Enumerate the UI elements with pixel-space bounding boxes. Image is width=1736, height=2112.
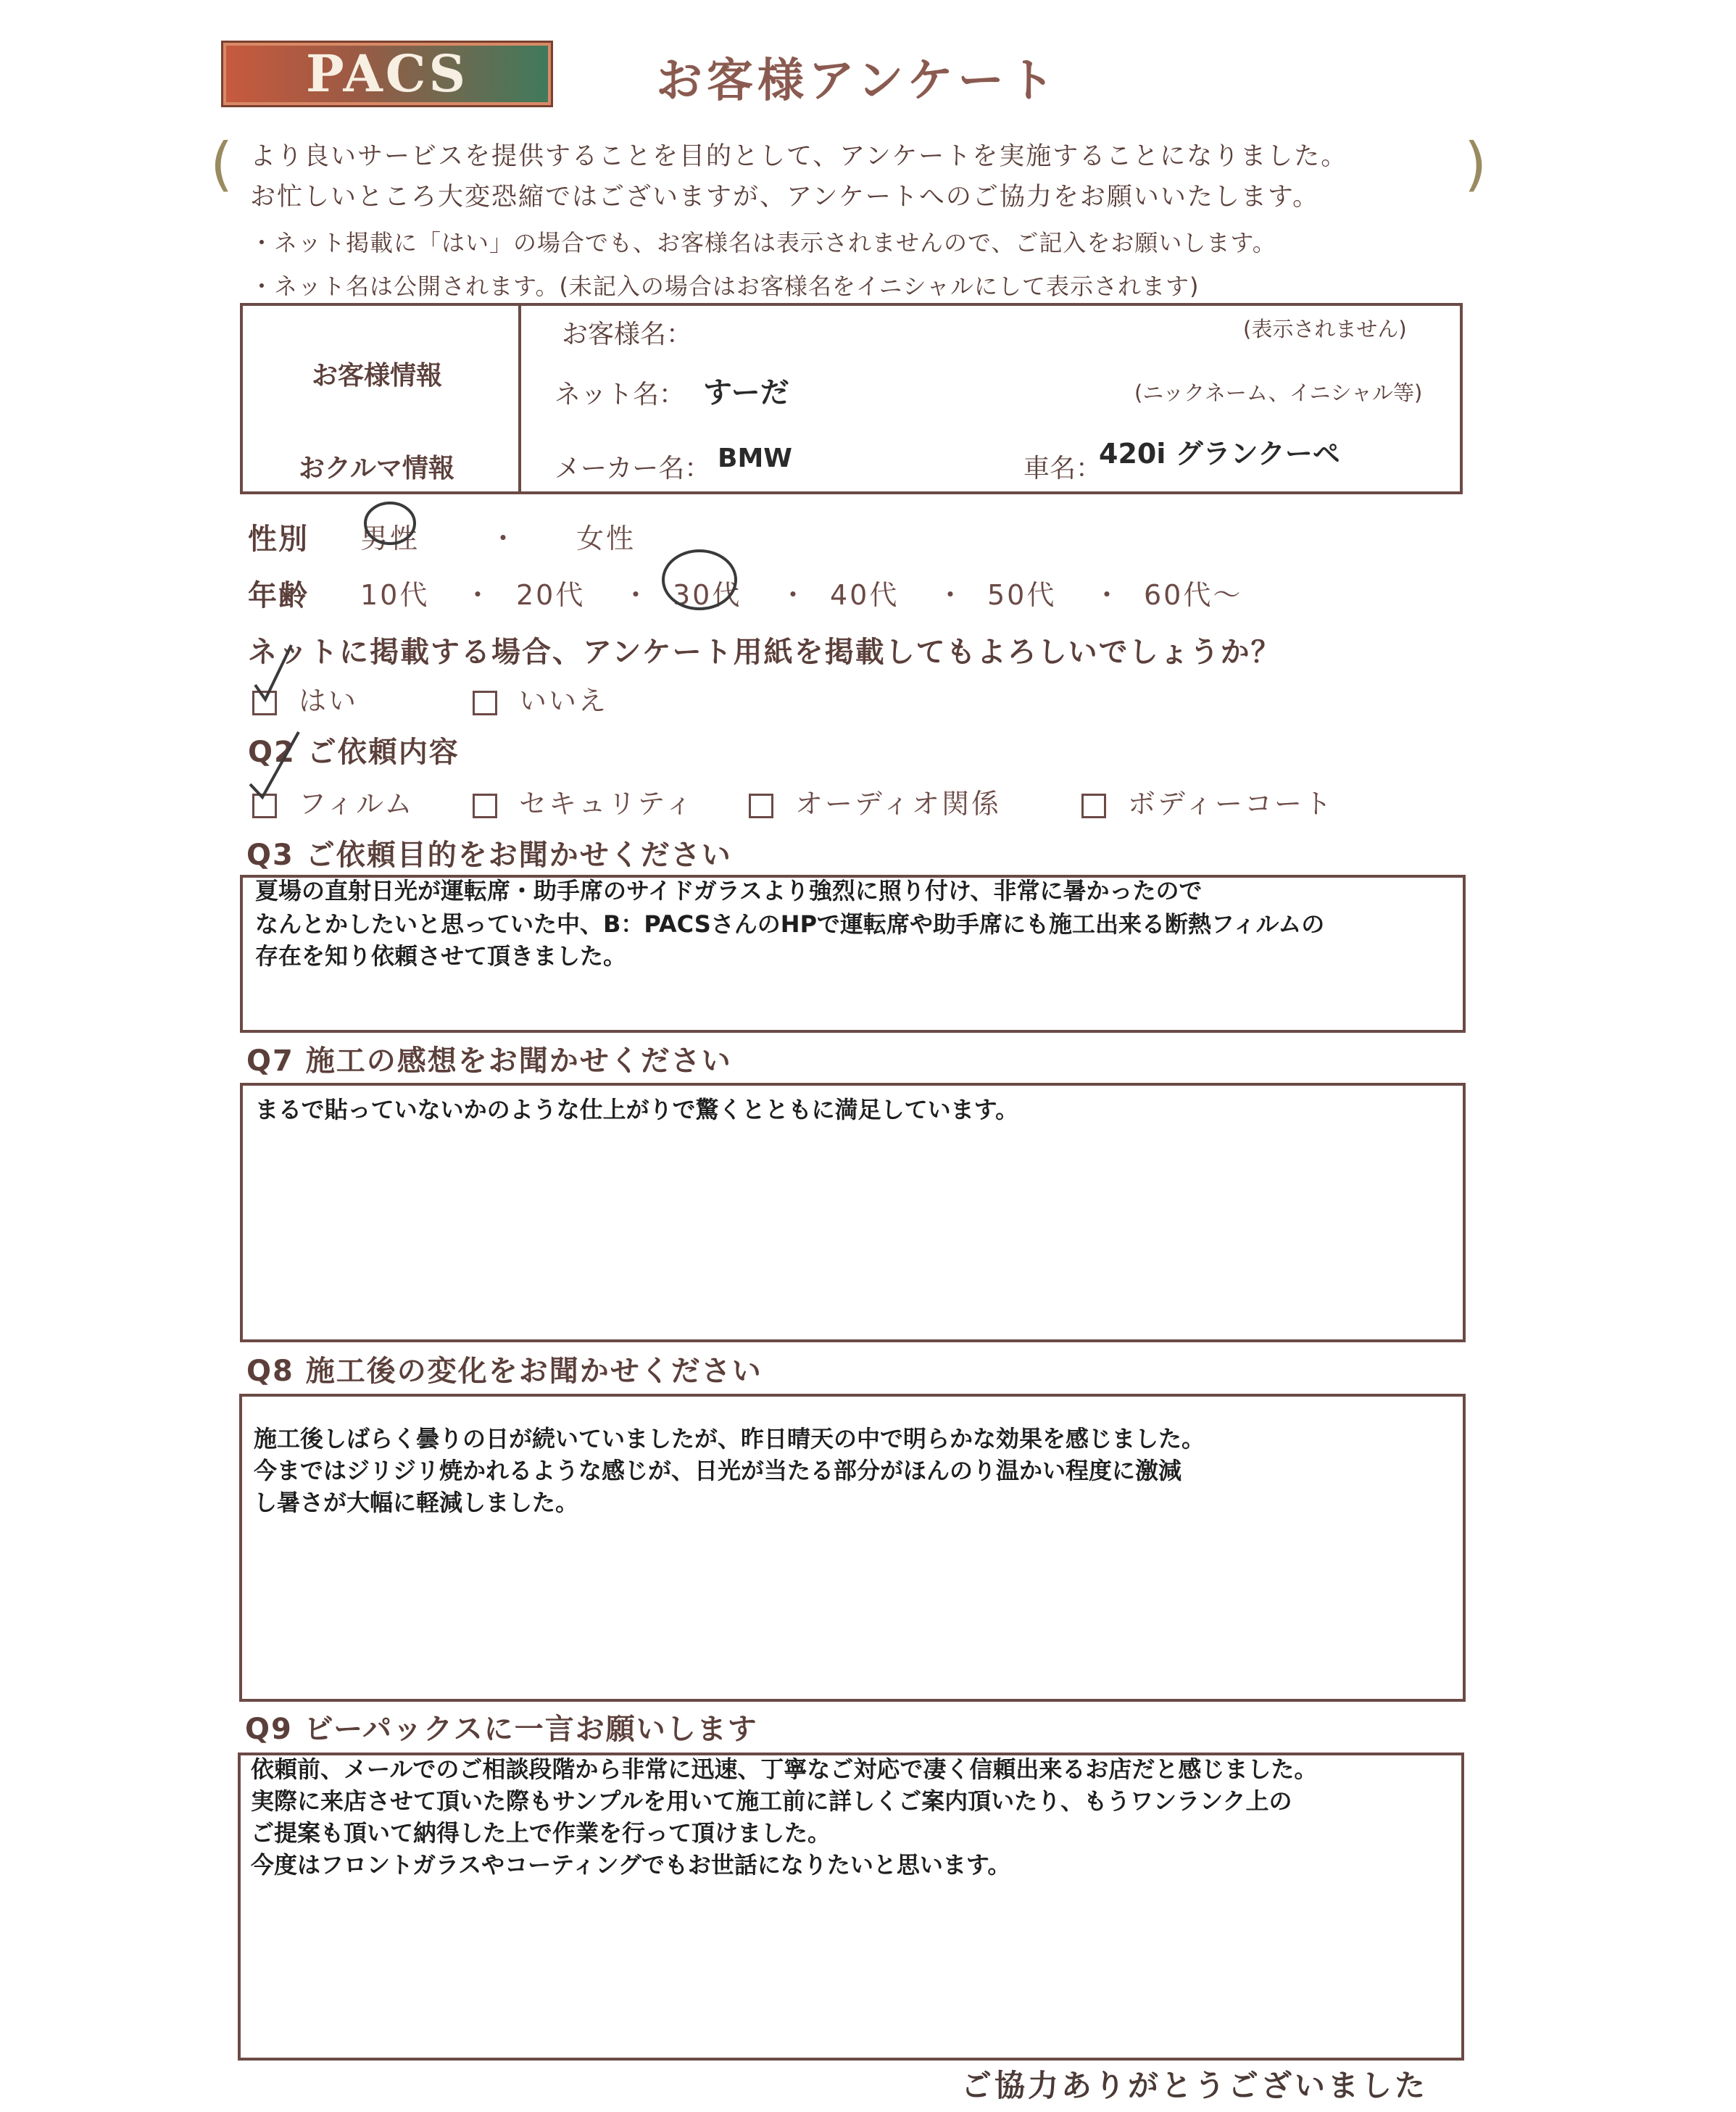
logo-text: PACS [305,43,469,104]
q3-answer-line-2: なんとかしたいと思っていた中、B：PACSさんのHPで運転席や助手席にも施工出来る断熱フィルムの [255,910,1325,938]
net-name-label: ネット名： [555,380,686,409]
page-title: お客様アンケート [656,54,1060,108]
car-name-value: 420i グランクーペ [1099,438,1340,470]
age-label: 年齢 [248,579,309,612]
age-separator: ・ [622,579,652,611]
age-separator: ・ [1093,579,1124,611]
age-50s[interactable]: 50代 [987,579,1057,611]
q9-answer-line-4: 今度はフロントガラスやコーティングでもお世話になりたいと思います。 [251,1851,1011,1879]
left-bracket-icon: ( [210,130,233,198]
maker-value: BMW [718,444,792,473]
net-name-value: すーだ [703,376,789,409]
intro-line-1: より良いサービスを提供することを目的として、アンケートを実施することになりました。 [250,142,1348,171]
age-separator: ・ [936,579,967,611]
customer-info-label: お客様情報 [312,361,443,391]
publish-question: ネットに掲載する場合、アンケート用紙を掲載してもよろしいでしょうか？ [248,636,1282,669]
maker-label: メーカー名： [555,454,711,483]
q9-question: Q9 ビーパックスに一言お願いします [245,1713,758,1746]
q2-bodycoat-option[interactable]: ボディーコート [1081,781,1334,821]
customer-name-note: (表示されません) [1243,317,1407,341]
age-separator: ・ [779,579,810,611]
gender-separator: ・ [489,523,520,554]
age-20s[interactable]: 20代 [516,579,586,611]
q8-answer-line-2: 今まではジリジリ焼かれるような感じが、日光が当たる部分がほんのり温かい程度に激減 [254,1457,1182,1484]
right-bracket-icon: ) [1464,130,1487,198]
age-60s[interactable]: 60代～ [1144,579,1243,611]
age-separator: ・ [464,579,494,611]
age-40s[interactable]: 40代 [830,579,900,611]
publish-yes-option[interactable]: はい [252,678,358,718]
age-30s[interactable]: 30代 [673,579,742,611]
q7-answer-line-1: まるで貼っていないかのような仕上がりで驚くとともに満足しています。 [255,1096,1019,1123]
publish-no-option[interactable]: いいえ [473,678,608,718]
note-1: ・ネット掲載に「はい」の場合でも、お客様名は表示されませんので、ご記入をお願いします。 [250,229,1276,257]
q2-audio-option[interactable]: オーディオ関係 [749,781,1001,821]
thanks-message: ご協力ありがとうございました [960,2068,1428,2103]
car-name-label: 車名： [1023,454,1102,483]
q8-question: Q8 施工後の変化をお聞かせください [246,1355,763,1388]
q3-answer-line-3: 存在を知り依頼させて頂きました。 [255,942,627,970]
q3-question: Q3 ご依頼目的をお聞かせください [246,839,732,872]
net-name-note: (ニックネーム、イニシャル等) [1134,381,1423,405]
intro-line-2: お忙しいところ大変恐縮ではございますが、アンケートへのご協力をお願いいたします。 [250,183,1320,212]
q9-answer-line-2: 実際に来店させて頂いた際もサンプルを用いて施工前に詳しくご案内頂いたり、もうワンランク上の [251,1787,1292,1815]
car-info-label: おクルマ情報 [299,454,454,483]
gender-female[interactable]: 女性 [576,523,636,554]
q3-answer-line-1: 夏場の直射日光が運転席・助手席のサイドガラスより強烈に照り付け、非常に暑かったので [255,877,1203,905]
q2-check-mark [250,732,299,797]
age-10s[interactable]: 10代 [360,579,430,611]
q8-answer-line-3: し暑さが大幅に軽減しました。 [254,1489,579,1516]
q9-answer-line-3: ご提案も頂いて納得した上で作業を行って頂けました。 [251,1819,831,1847]
q8-answer-line-1: 施工後しばらく曇りの日が続いていましたが、昨日晴天の中で明らかな効果を感じました。 [254,1425,1205,1452]
publish-check-mark [255,645,291,699]
gender-male[interactable]: 男性 [360,523,420,554]
age-circle-mark [663,551,736,609]
note-2: ・ネット名は公開されます。(未記入の場合はお客様名をイニシャルにして表示されます) [250,273,1200,300]
q2-film-option[interactable]: フィルム [252,781,414,821]
customer-name-label: お客様名： [562,320,693,349]
q9-answer-line-1: 依頼前、メールでのご相談段階から非常に迅速、丁寧なご対応で凄く信頼出来るお店だと感じました。 [251,1755,1318,1783]
q2-security-option[interactable]: セキュリティ [473,781,694,821]
gender-label: 性別 [248,523,309,556]
q2-question: Q2 ご依頼内容 [248,736,460,769]
q7-question: Q7 施工の感想をお聞かせください [246,1044,732,1078]
gender-circle-mark [365,503,415,544]
